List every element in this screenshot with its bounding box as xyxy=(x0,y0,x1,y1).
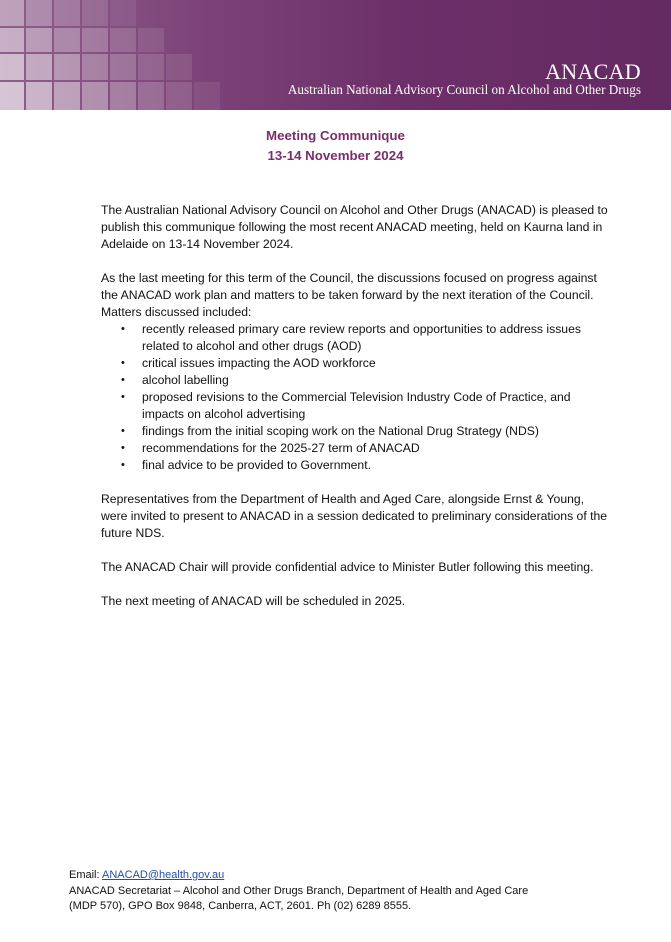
list-item-text: recommendations for the 2025-27 term of ANACAD xyxy=(142,441,420,455)
list-item-text: proposed revisions to the Commercial Television Industry Code of Practice, and impacts on alcohol advertising xyxy=(142,390,571,421)
list-item-text: findings from the initial scoping work on the National Drug Strategy (NDS) xyxy=(142,424,539,438)
paragraph-matters-intro: As the last meeting for this term of the Council, the discussions focused on progress against the ANACAD work plan and matters to be taken forward by the next iteration of the Council. Matters discussed included: xyxy=(101,271,597,319)
list-item xyxy=(101,457,613,474)
footer-email-line xyxy=(69,868,629,884)
list-item xyxy=(101,440,613,457)
footer-address: (MDP 570), GPO Box 9848, Canberra, ACT, 2601. Ph (02) 6289 8555. xyxy=(69,900,412,912)
bullet-icon: • xyxy=(121,459,125,471)
footer-contact xyxy=(69,868,629,915)
document-date: 13-14 November 2024 xyxy=(267,148,404,163)
list-item-text: critical issues impacting the AOD workforce xyxy=(142,356,376,370)
bullet-icon: • xyxy=(121,391,125,403)
list-item xyxy=(101,423,613,440)
paragraph-chair-advice: The ANACAD Chair will provide confidential advice to Minister Butler following this meeting. xyxy=(101,560,594,574)
footer-secretariat: ANACAD Secretariat – Alcohol and Other Drugs Branch, Department of Health and Aged Care xyxy=(69,884,529,897)
list-item xyxy=(101,321,613,355)
list-item-text: alcohol labelling xyxy=(142,373,229,387)
list-item xyxy=(101,372,613,389)
list-item-text: recently released primary care review reports and opportunities to address issues related to alcohol and other drugs (AOD) xyxy=(142,322,581,353)
bullet-icon: • xyxy=(121,425,125,437)
bullet-icon: • xyxy=(121,357,125,369)
paragraph-intro: The Australian National Advisory Council on Alcohol and Other Drugs (ANACAD) is pleased to publish this communique following the most recent ANACAD meeting, held on Kaurna land in Adelaide on 13-14 November 2024. xyxy=(101,203,608,251)
list-item xyxy=(101,355,613,372)
banner-full-name: Australian National Advisory Council on Alcohol and Other Drugs xyxy=(287,82,641,97)
list-item xyxy=(101,389,613,423)
bullet-icon: • xyxy=(121,442,125,454)
communique-body xyxy=(101,202,613,627)
bullet-icon: • xyxy=(121,323,125,335)
banner-acronym: ANACAD xyxy=(545,59,641,84)
email-link[interactable]: ANACAD@health.gov.au xyxy=(102,869,225,881)
footer-email-label: Email: xyxy=(69,869,103,881)
header-banner xyxy=(0,0,671,110)
matters-list xyxy=(101,321,613,474)
bullet-icon: • xyxy=(121,374,125,386)
paragraph-next-meeting: The next meeting of ANACAD will be scheduled in 2025. xyxy=(101,594,406,608)
paragraph-representatives: Representatives from the Department of Health and Aged Care, alongside Ernst & Young, were invited to present to ANACAD in a session dedicated to preliminary considerations of the future NDS. xyxy=(101,492,608,540)
list-item-text: final advice to be provided to Government. xyxy=(142,458,371,472)
document-title: Meeting Communique xyxy=(266,128,405,143)
